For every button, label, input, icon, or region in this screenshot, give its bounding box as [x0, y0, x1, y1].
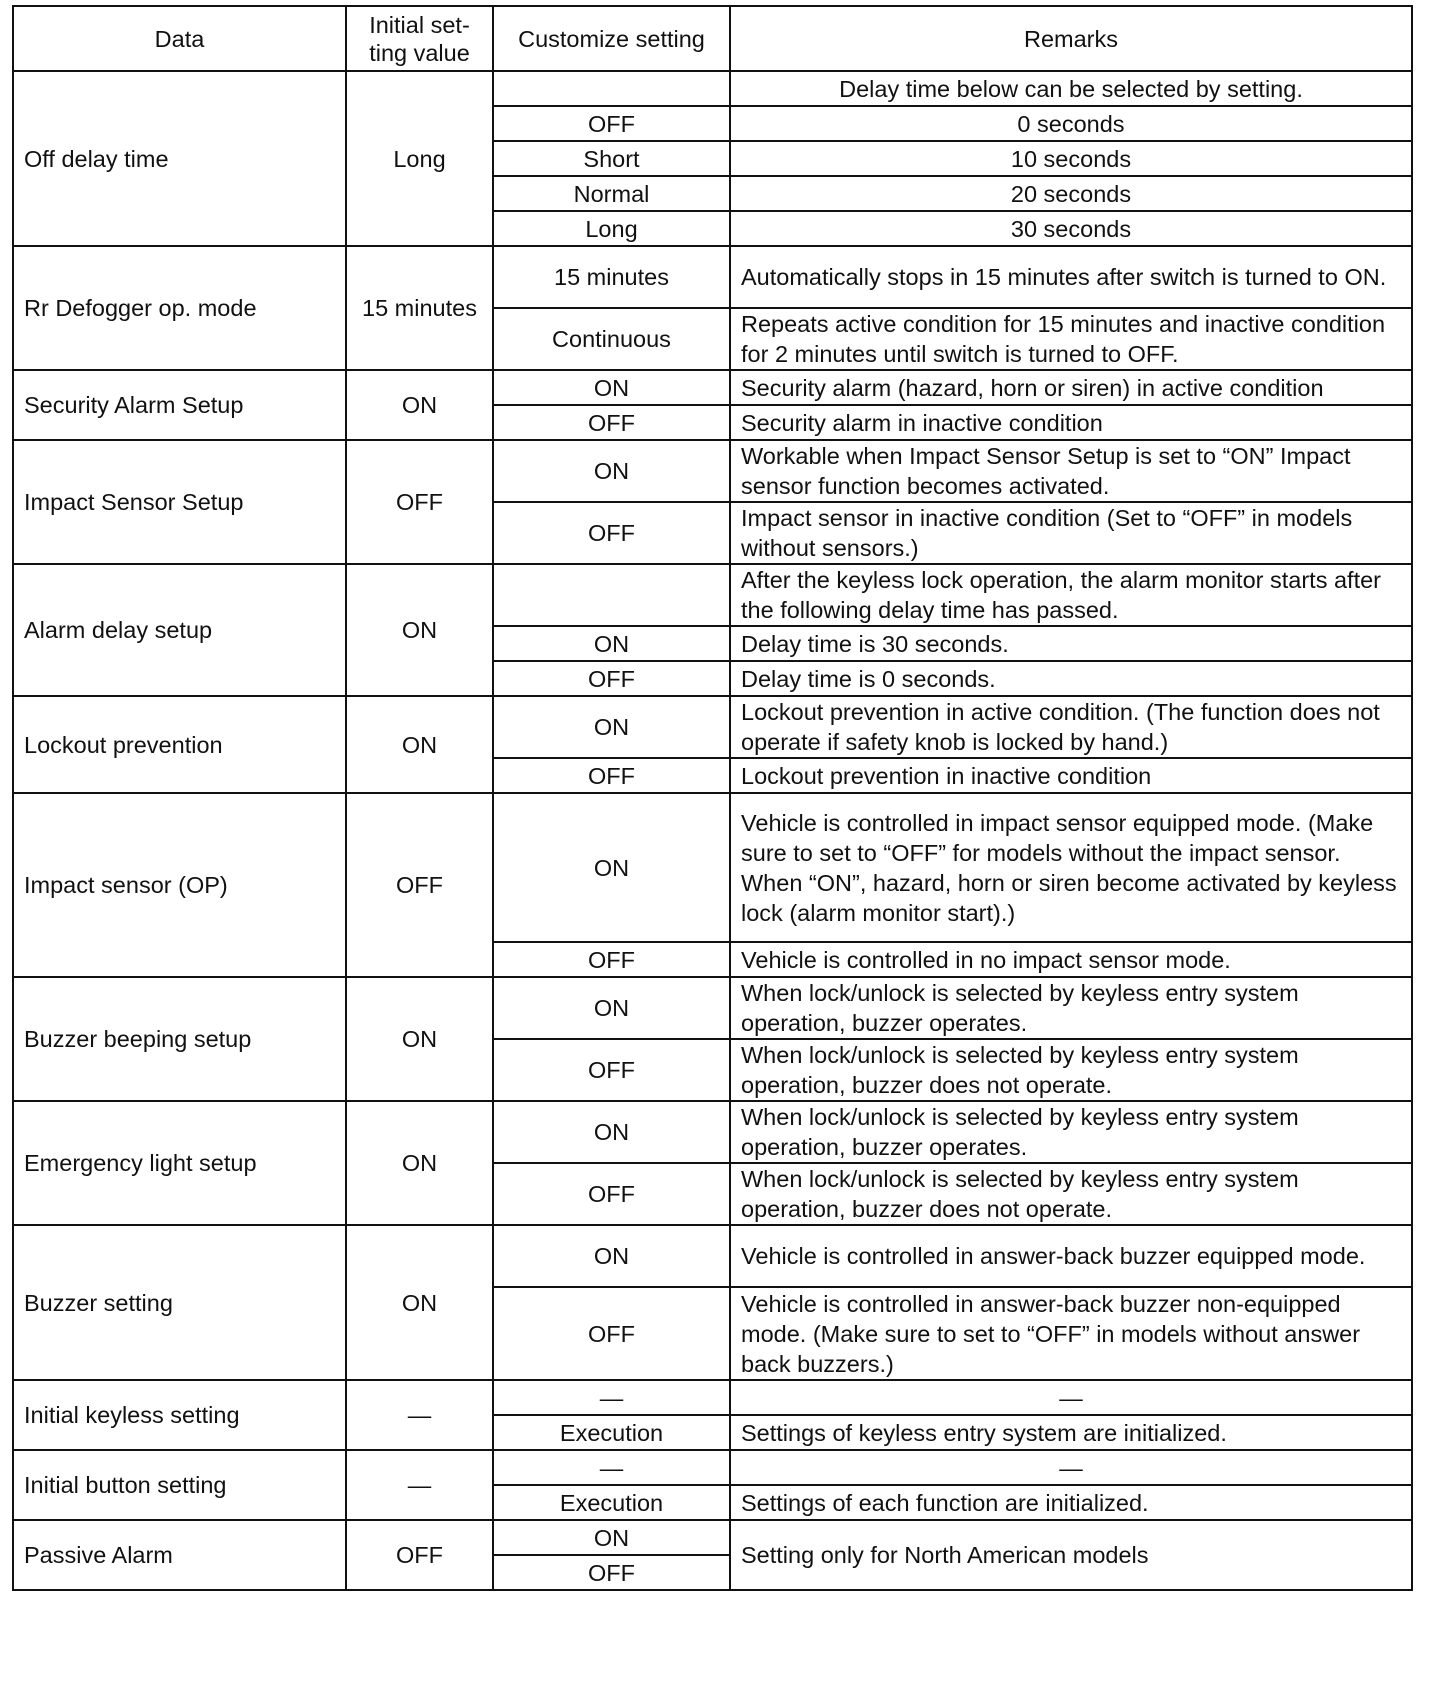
customize-cell [493, 71, 730, 106]
remark-cell: Impact sensor in inactive condition (Set to “OFF” in models without sensors.) [730, 502, 1412, 564]
initial-value-cell: Long [346, 71, 493, 246]
remark-cell: 10 seconds [730, 141, 1412, 176]
remark-cell: Security alarm (hazard, horn or siren) in active condition [730, 370, 1412, 405]
data-cell: Alarm delay setup [13, 564, 346, 696]
data-cell: Impact sensor (OP) [13, 793, 346, 977]
table-row [13, 1520, 1412, 1555]
customize-cell: OFF [493, 1163, 730, 1225]
remark-cell: Vehicle is controlled in no impact sensor mode. [730, 942, 1412, 977]
initial-value-cell: OFF [346, 440, 493, 564]
table-row [13, 440, 1412, 502]
customize-cell: 15 minutes [493, 246, 730, 308]
customize-cell: OFF [493, 1287, 730, 1380]
remark-cell: 30 seconds [730, 211, 1412, 246]
table-row [13, 1225, 1412, 1287]
initial-value-cell: OFF [346, 793, 493, 977]
remark-cell: 20 seconds [730, 176, 1412, 211]
initial-value-cell: — [346, 1380, 493, 1450]
customize-cell: ON [493, 440, 730, 502]
customize-cell: Short [493, 141, 730, 176]
initial-value-cell: 15 minutes [346, 246, 493, 370]
table-row [13, 696, 1412, 758]
customize-cell: Normal [493, 176, 730, 211]
table-row [13, 370, 1412, 405]
remark-cell: Vehicle is controlled in answer-back buzzer equipped mode. [730, 1225, 1412, 1287]
header-remarks: Remarks [730, 6, 1412, 71]
header-initial-setting: Initial set-ting value [346, 6, 493, 71]
remark-cell: Vehicle is controlled in impact sensor equipped mode. (Make sure to set to “OFF” for models without the impact sensor. When “ON”, hazard, horn or siren become activated by keyless lock (alarm monitor start).) [730, 793, 1412, 942]
remark-cell: Delay time is 30 seconds. [730, 626, 1412, 661]
data-cell: Emergency light setup [13, 1101, 346, 1225]
remark-cell: — [730, 1380, 1412, 1415]
remark-cell: Lockout prevention in inactive condition [730, 758, 1412, 793]
table-row [13, 1380, 1412, 1415]
customize-cell: OFF [493, 502, 730, 564]
table-row [13, 977, 1412, 1039]
data-cell: Impact Sensor Setup [13, 440, 346, 564]
remark-cell: Repeats active condition for 15 minutes and inactive condition for 2 minutes until switch is turned to OFF. [730, 308, 1412, 370]
remark-cell: Automatically stops in 15 minutes after switch is turned to ON. [730, 246, 1412, 308]
customize-cell: OFF [493, 405, 730, 440]
initial-value-cell: — [346, 1450, 493, 1520]
table-row [13, 1101, 1412, 1163]
data-cell: Passive Alarm [13, 1520, 346, 1590]
customize-cell: ON [493, 793, 730, 942]
header-row [13, 6, 1412, 71]
customize-cell: OFF [493, 1555, 730, 1590]
customize-cell: ON [493, 1101, 730, 1163]
customize-cell: Execution [493, 1485, 730, 1520]
initial-value-cell: ON [346, 977, 493, 1101]
remark-cell: Workable when Impact Sensor Setup is set to “ON” Impact sensor function becomes activated. [730, 440, 1412, 502]
data-cell: Initial keyless setting [13, 1380, 346, 1450]
header-data: Data [13, 6, 346, 71]
remark-cell: Security alarm in inactive condition [730, 405, 1412, 440]
initial-value-cell: OFF [346, 1520, 493, 1590]
customize-cell: OFF [493, 758, 730, 793]
remark-cell: Setting only for North American models [730, 1520, 1412, 1590]
remark-cell: Lockout prevention in active condition. (The function does not operate if safety knob is locked by hand.) [730, 696, 1412, 758]
table-row [13, 246, 1412, 308]
remark-cell: Settings of each function are initialized. [730, 1485, 1412, 1520]
customize-cell: — [493, 1380, 730, 1415]
customize-cell: ON [493, 977, 730, 1039]
customize-cell: Execution [493, 1415, 730, 1450]
customize-cell: ON [493, 1520, 730, 1555]
initial-value-cell: ON [346, 1225, 493, 1380]
customize-cell [493, 564, 730, 626]
remark-cell: When lock/unlock is selected by keyless entry system operation, buzzer does not operate. [730, 1039, 1412, 1101]
remark-cell: When lock/unlock is selected by keyless entry system operation, buzzer does not operate. [730, 1163, 1412, 1225]
data-cell: Off delay time [13, 71, 346, 246]
customize-cell: — [493, 1450, 730, 1485]
initial-value-cell: ON [346, 1101, 493, 1225]
remark-cell: Vehicle is controlled in answer-back buzzer non-equipped mode. (Make sure to set to “OFF” in models without answer back buzzers.) [730, 1287, 1412, 1380]
data-cell: Buzzer beeping setup [13, 977, 346, 1101]
remark-cell: Delay time below can be selected by setting. [730, 71, 1412, 106]
table-row [13, 1450, 1412, 1485]
customize-cell: OFF [493, 106, 730, 141]
table-row [13, 793, 1412, 942]
customize-cell: OFF [493, 1039, 730, 1101]
customize-cell: ON [493, 626, 730, 661]
customize-cell: OFF [493, 942, 730, 977]
remark-cell: — [730, 1450, 1412, 1485]
table-row [13, 71, 1412, 106]
customize-cell: OFF [493, 661, 730, 696]
customize-cell: Continuous [493, 308, 730, 370]
header-customize-setting: Customize setting [493, 6, 730, 71]
initial-value-cell: ON [346, 370, 493, 440]
data-cell: Lockout prevention [13, 696, 346, 793]
remark-cell: Delay time is 0 seconds. [730, 661, 1412, 696]
remark-cell: 0 seconds [730, 106, 1412, 141]
customize-settings-table [12, 5, 1413, 1591]
remark-cell: When lock/unlock is selected by keyless entry system operation, buzzer operates. [730, 977, 1412, 1039]
data-cell: Buzzer setting [13, 1225, 346, 1380]
remark-cell: When lock/unlock is selected by keyless entry system operation, buzzer operates. [730, 1101, 1412, 1163]
data-cell: Security Alarm Setup [13, 370, 346, 440]
customize-cell: ON [493, 696, 730, 758]
customize-cell: Long [493, 211, 730, 246]
remark-cell: Settings of keyless entry system are initialized. [730, 1415, 1412, 1450]
remark-cell: After the keyless lock operation, the alarm monitor starts after the following delay time has passed. [730, 564, 1412, 626]
data-cell: Rr Defogger op. mode [13, 246, 346, 370]
customize-cell: ON [493, 1225, 730, 1287]
table-row [13, 564, 1412, 626]
customize-cell: ON [493, 370, 730, 405]
data-cell: Initial button setting [13, 1450, 346, 1520]
initial-value-cell: ON [346, 564, 493, 696]
initial-value-cell: ON [346, 696, 493, 793]
